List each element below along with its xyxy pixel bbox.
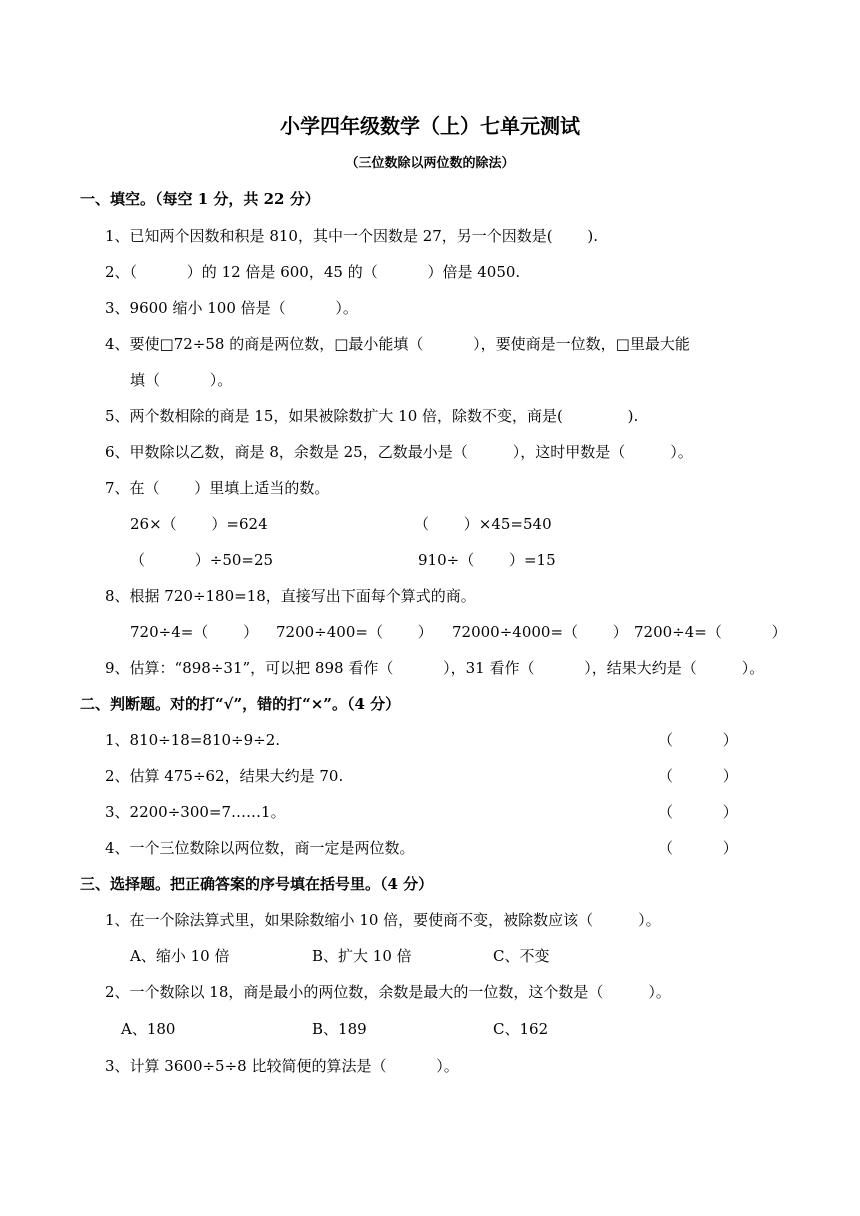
section2-heading: 二、判断题。对的打“√”，错的打“×”。（4 分） <box>80 695 401 713</box>
choice-2-option-a: A、180 <box>121 1020 176 1038</box>
section1-question-4-continued: 填（ ）。 <box>130 371 233 389</box>
choice-2-option-b: B、189 <box>312 1020 367 1038</box>
q7-blank-2: （ ）×45=540 <box>414 515 552 533</box>
judge-item-2: 2、估算 475÷62，结果大约是 70. <box>105 767 344 785</box>
section1-question-6: 6、甲数除以乙数，商是 8，余数是 25，乙数最小是（ ），这时甲数是（ ）。 <box>105 443 693 461</box>
choice-2-option-c: C、162 <box>493 1020 549 1038</box>
judge-item-1: 1、810÷18=810÷9÷2. <box>105 731 281 749</box>
q8-item-3: 72000÷4000=（ ） <box>452 623 628 641</box>
judge-item-4: 4、一个三位数除以两位数，商一定是两位数。 <box>105 839 415 857</box>
q8-item-4: 7200÷4=（ ） <box>634 623 787 641</box>
judge-answer-bracket-3: （ ） <box>658 803 738 821</box>
section3-heading: 三、选择题。把正确答案的序号填在括号里。（4 分） <box>80 875 434 893</box>
choice-question-3: 3、计算 3600÷5÷8 比较简便的算法是（ ）。 <box>105 1057 459 1075</box>
choice-question-2: 2、一个数除以 18，商是最小的两位数，余数是最大的一位数，这个数是（ ）。 <box>105 983 671 1001</box>
section1-question-1: 1、已知两个因数和积是 810，其中一个因数是 27，另一个因数是( ). <box>105 227 599 245</box>
choice-1-option-c: C、不变 <box>493 947 550 965</box>
section1-question-7: 7、在（ ）里填上适当的数。 <box>105 479 330 497</box>
q7-blank-3: （ ）÷50=25 <box>130 551 274 569</box>
q8-item-1: 720÷4=（ ） <box>130 623 259 641</box>
judge-item-3: 3、2200÷300=7……1。 <box>105 803 286 821</box>
section1-question-8: 8、根据 720÷180=18，直接写出下面每个算式的商。 <box>105 587 476 605</box>
section1-question-2: 2、（ ）的 12 倍是 600，45 的（ ）倍是 4050. <box>105 263 521 281</box>
judge-answer-bracket-1: （ ） <box>658 731 738 749</box>
q7-blank-4: 910÷（ ）=15 <box>418 551 556 569</box>
q8-item-2: 7200÷400=（ ） <box>276 623 433 641</box>
choice-question-1: 1、在一个除法算式里，如果除数缩小 10 倍，要使商不变，被除数应该（ ）。 <box>105 911 661 929</box>
judge-answer-bracket-4: （ ） <box>658 839 738 857</box>
page-title: 小学四年级数学（上）七单元测试 <box>280 114 580 138</box>
judge-answer-bracket-2: （ ） <box>658 767 738 785</box>
choice-1-option-a: A、缩小 10 倍 <box>130 947 230 965</box>
page-subtitle: （三位数除以两位数的除法） <box>345 156 515 171</box>
section1-heading: 一、填空。（每空 1 分，共 22 分） <box>80 190 320 208</box>
section1-question-4: 4、要使□72÷58 的商是两位数，□最小能填（ ），要使商是一位数，□里最大能 <box>105 335 690 353</box>
q7-blank-1: 26×（ ）=624 <box>130 515 268 533</box>
section1-question-3: 3、9600 缩小 100 倍是（ ）。 <box>105 299 358 317</box>
choice-1-option-b: B、扩大 10 倍 <box>312 947 412 965</box>
section1-question-9: 9、估算：“898÷31”，可以把 898 看作（ ），31 看作（ ），结果大约是（ ）。 <box>105 659 765 677</box>
section1-question-5: 5、两个数相除的商是 15，如果被除数扩大 10 倍，除数不变，商是( ). <box>105 407 639 425</box>
